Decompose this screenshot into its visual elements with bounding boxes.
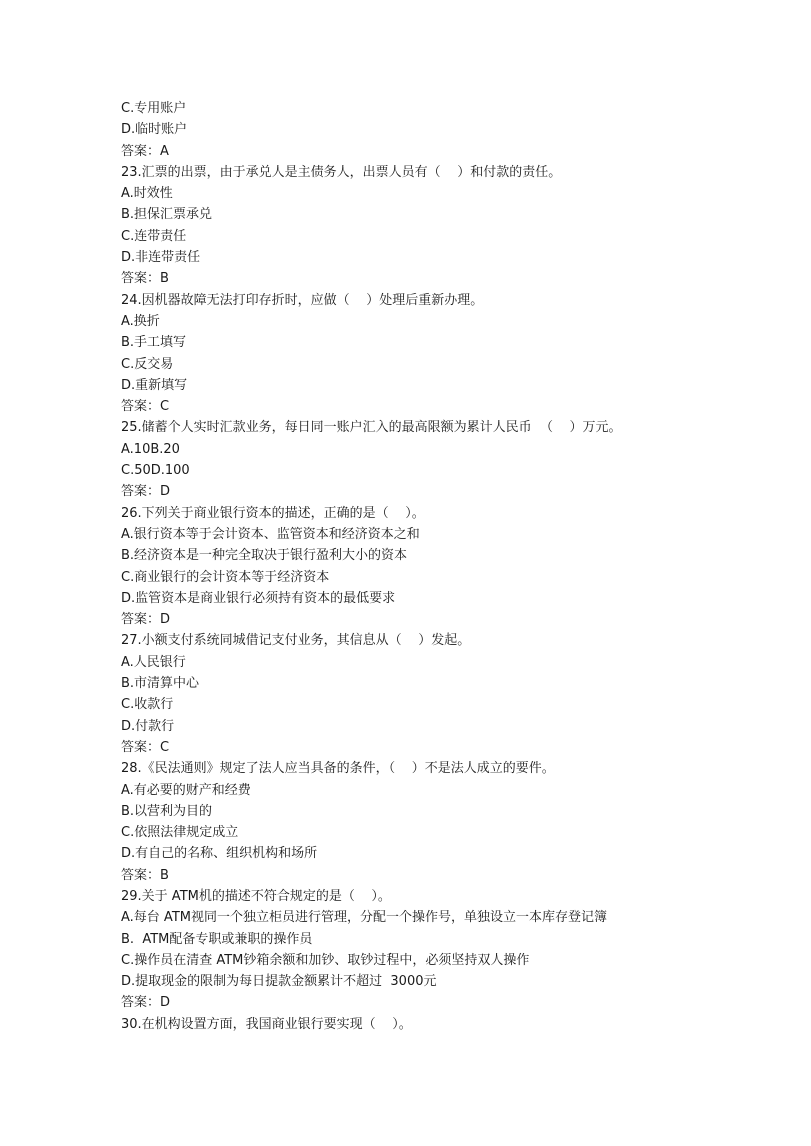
answer-option: A.时效性 [121, 186, 173, 202]
answer-option: C.依照法律规定成立 [121, 825, 239, 841]
answer-option: C.反交易 [121, 356, 174, 372]
answer-option: B.担保汇票承兑 [121, 207, 213, 223]
answer-key: 答案：D [121, 995, 171, 1011]
answer-key: 答案：A [121, 143, 169, 159]
answer-option: D.有自己的名称、组织机构和场所 [121, 846, 318, 862]
answer-option: A.每台 ATM视同一个独立柜员进行管理，分配一个操作号，单独设立一本库存登记簿 [121, 910, 607, 926]
answer-option: A.换折 [121, 313, 160, 329]
answer-option: C.收款行 [121, 697, 174, 713]
answer-option: D.重新填写 [121, 377, 188, 393]
question-stem: 29.关于 ATM机的描述不符合规定的是（ ）。 [121, 888, 391, 904]
answer-option: B. ATM配备专职或兼职的操作员 [121, 931, 313, 947]
answer-option: C.连带责任 [121, 228, 187, 244]
answer-option: D.付款行 [121, 718, 175, 734]
answer-option: A.10B.20 [121, 441, 180, 457]
answer-key: 答案：C [121, 739, 170, 755]
answer-option: A.银行资本等于会计资本、监管资本和经济资本之和 [121, 526, 420, 542]
answer-key: 答案：C [121, 399, 170, 415]
answer-option: D.提取现金的限制为每日提款金额累计不超过 3000元 [121, 974, 437, 990]
answer-option: C.操作员在清查 ATM钞箱余额和加钞、取钞过程中，必须坚持双人操作 [121, 952, 530, 968]
question-stem: 23.汇票的出票，由于承兑人是主债务人，出票人员有（ ）和付款的责任。 [121, 164, 562, 180]
answer-option: A.有必要的财产和经费 [121, 782, 251, 798]
question-stem: 25.储蓄个人实时汇款业务，每日同一账户汇入的最高限额为累计人民币 （ ）万元。 [121, 420, 622, 436]
answer-option: D.非连带责任 [121, 250, 201, 266]
answer-option: A.人民银行 [121, 654, 186, 670]
question-list [121, 98, 701, 1035]
answer-key: 答案：B [121, 867, 169, 883]
answer-key: 答案：D [121, 612, 171, 628]
question-stem: 26.下列关于商业银行资本的描述，正确的是（ ）。 [121, 505, 425, 521]
answer-option: B.经济资本是一种完全取决于银行盈利大小的资本 [121, 548, 408, 564]
question-stem: 24.因机器故障无法打印存折时，应做（ ）处理后重新办理。 [121, 292, 484, 308]
answer-key: 答案：D [121, 484, 171, 500]
answer-option: C.专用账户 [121, 101, 187, 116]
answer-option: D.临时账户 [121, 122, 188, 138]
question-stem: 28.《民法通则》规定了法人应当具备的条件，（ ）不是法人成立的要件。 [121, 761, 555, 777]
answer-option: C.商业银行的会计资本等于经济资本 [121, 569, 330, 585]
answer-option: B.市清算中心 [121, 676, 200, 692]
answer-option: C.50D.100 [121, 463, 190, 479]
answer-option: D.监管资本是商业银行必须持有资本的最低要求 [121, 590, 396, 606]
question-stem: 30.在机构设置方面，我国商业银行要实现（ ）。 [121, 1016, 412, 1032]
answer-option: B.以营利为目的 [121, 803, 213, 819]
answer-key: 答案：B [121, 271, 169, 287]
answer-option: B.手工填写 [121, 335, 187, 351]
question-stem: 27.小额支付系统同城借记支付业务，其信息从（ ）发起。 [121, 633, 471, 649]
